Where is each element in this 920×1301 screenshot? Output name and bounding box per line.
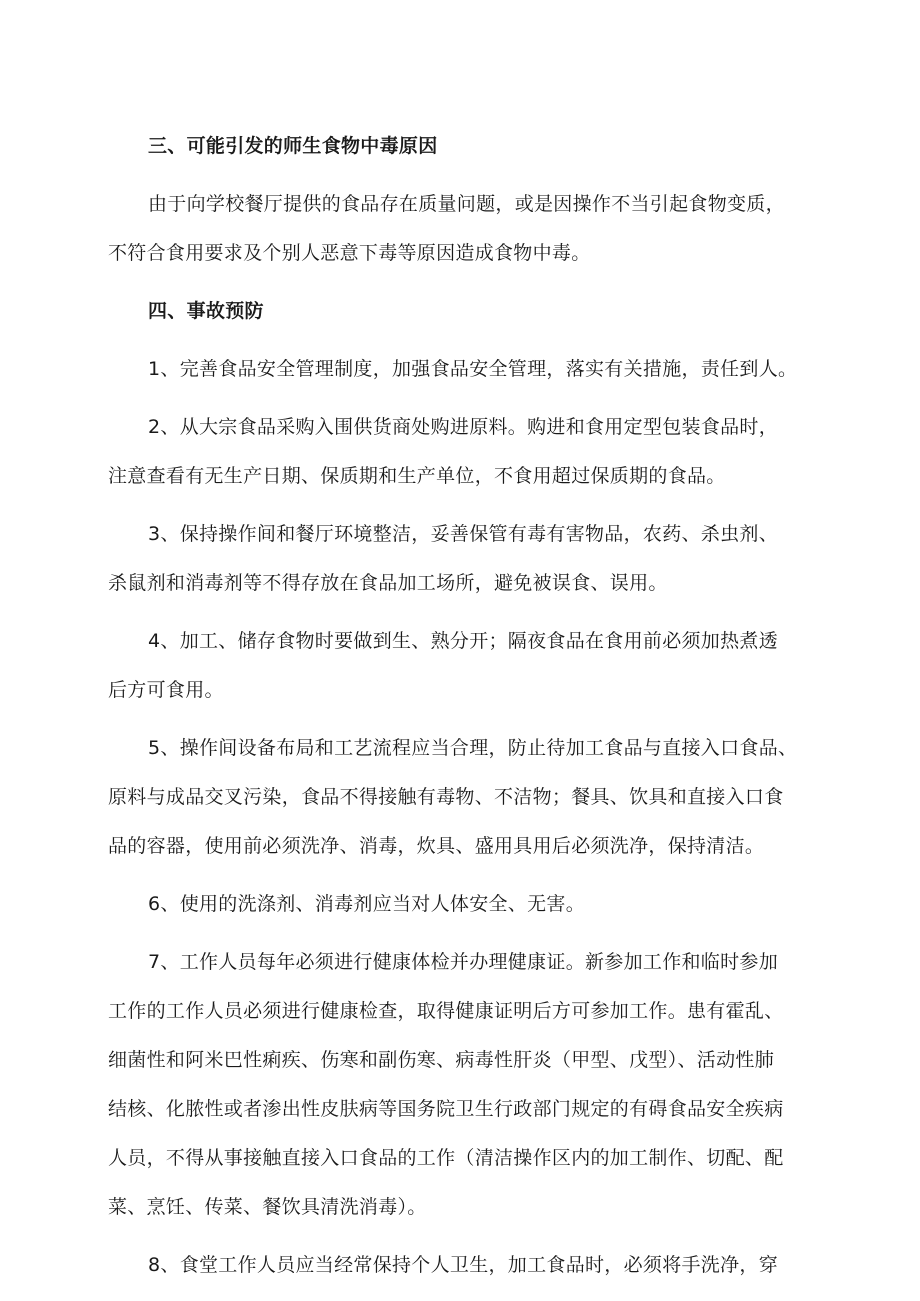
paragraph-line: 工作的工作人员必须进行健康检查，取得健康证明后方可参加工作。患有霍乱、 xyxy=(108,1000,784,1022)
section-4-heading: 四、事故预防 xyxy=(148,300,264,322)
paragraph-line: 由于向学校餐厅提供的食品存在质量问题，或是因操作不当引起食物变质， xyxy=(148,193,785,215)
paragraph-line: 8、食堂工作人员应当经常保持个人卫生，加工食品时，必须将手洗净，穿 xyxy=(148,1254,778,1276)
spacer xyxy=(108,501,824,510)
spacer xyxy=(108,171,824,180)
paragraph-line: 3、保持操作间和餐厅环境整洁，妥善保管有毒有害物品，农药、杀虫剂、 xyxy=(148,523,778,545)
spacer xyxy=(108,336,824,345)
paragraph-line: 细菌性和阿米巴性痢疾、伤寒和副伤寒、病毒性肝炎（甲型、戊型）、活动性肺 xyxy=(108,1049,775,1071)
paragraph-line: 6、使用的洗涤剂、消毒剂应当对人体安全、无害。 xyxy=(148,893,585,915)
paragraph-line: 不符合食用要求及个别人恶意下毒等原因造成食物中毒。 xyxy=(108,242,591,264)
section-3-paragraph xyxy=(108,180,824,278)
list-item-6 xyxy=(108,880,824,929)
paragraph-line: 品的容器，使用前必须洗净、消毒，炊具、盛用具用后必须洗净，保持清洁。 xyxy=(108,835,765,857)
paragraph-line: 注意查看有无生产日期、保质期和生产单位，不食用超过保质期的食品。 xyxy=(108,465,726,487)
paragraph-line: 5、操作间设备布局和工艺流程应当合理，防止待加工食品与直接入口食品、 xyxy=(148,737,798,759)
list-item-2 xyxy=(108,403,824,501)
spacer xyxy=(108,929,824,938)
paragraph-line: 1、完善食品安全管理制度，加强食品安全管理，落实有关措施，责任到人。 xyxy=(148,358,798,380)
section-3-heading: 三、可能引发的师生食物中毒原因 xyxy=(148,135,438,157)
spacer xyxy=(108,715,824,724)
list-item-8 xyxy=(108,1241,824,1290)
spacer xyxy=(108,394,824,403)
list-item-3 xyxy=(108,510,824,608)
paragraph-line: 杀鼠剂和消毒剂等不得存放在食品加工场所，避免被误食、误用。 xyxy=(108,572,668,594)
list-item-4 xyxy=(108,617,824,715)
paragraph-line: 结核、化脓性或者渗出性皮肤病等国务院卫生行政部门规定的有碍食品安全疾病 xyxy=(108,1098,784,1120)
list-item-5 xyxy=(108,724,824,871)
spacer xyxy=(108,278,824,287)
paragraph-line: 菜、烹饪、传菜、餐饮具清洗消毒）。 xyxy=(108,1196,427,1218)
spacer xyxy=(108,1232,824,1241)
document-body xyxy=(108,122,824,1290)
paragraph-line: 2、从大宗食品采购入围供货商处购进原料。购进和食用定型包装食品时， xyxy=(148,416,778,438)
spacer xyxy=(108,608,824,617)
paragraph-line: 人员，不得从事接触直接入口食品的工作（清洁操作区内的加工制作、切配、配 xyxy=(108,1147,784,1169)
paragraph-line: 后方可食用。 xyxy=(108,679,224,701)
paragraph-line: 原料与成品交叉污染，食品不得接触有毒物、不洁物；餐具、饮具和直接入口食 xyxy=(108,786,784,808)
spacer xyxy=(108,871,824,880)
list-item-1 xyxy=(108,345,824,394)
paragraph-line: 7、工作人员每年必须进行健康体检并办理健康证。新参加工作和临时参加 xyxy=(148,951,778,973)
list-item-7 xyxy=(108,938,824,1232)
paragraph-line: 4、加工、储存食物时要做到生、熟分开；隔夜食品在食用前必须加热煮透 xyxy=(148,630,778,652)
